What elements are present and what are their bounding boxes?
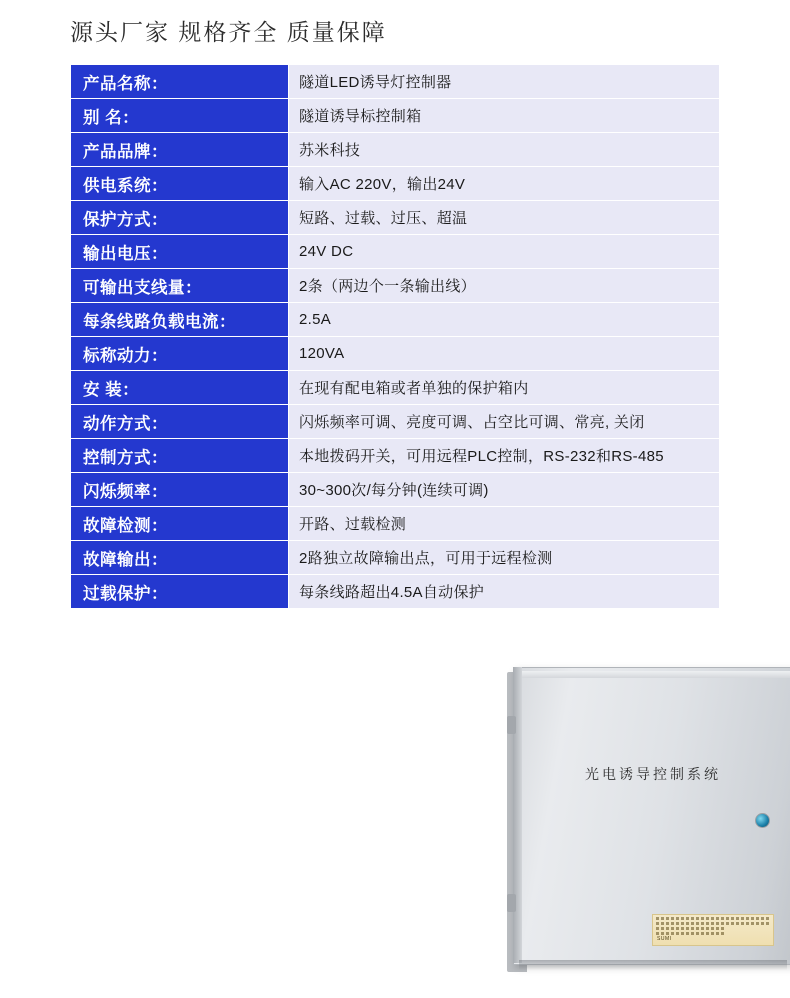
spec-value: 隧道诱导标控制箱 [289, 99, 720, 133]
hinge-icon [507, 894, 516, 912]
table-row [71, 541, 720, 575]
spec-label: 动作方式： [71, 405, 289, 439]
spec-label: 每条线路负载电流： [71, 303, 289, 337]
spec-value: 输入AC 220V，输出24V [289, 167, 720, 201]
spec-label: 供电系统： [71, 167, 289, 201]
spec-value: 苏米科技 [289, 133, 720, 167]
spec-label: 输出电压： [71, 235, 289, 269]
sticker-text-line [656, 927, 724, 930]
spec-value: 在现有配电箱或者单独的保护箱内 [289, 371, 720, 405]
spec-value: 短路、过载、过压、超温 [289, 201, 720, 235]
spec-value: 2.5A [289, 303, 720, 337]
sticker-text-line [656, 917, 770, 920]
table-row [71, 65, 720, 99]
spec-label: 安 装： [71, 371, 289, 405]
spec-value: 2条（两边个一条输出线） [289, 269, 720, 303]
table-row [71, 303, 720, 337]
table-row [71, 507, 720, 541]
spec-value: 120VA [289, 337, 720, 371]
sticker-text-line [656, 932, 724, 935]
spec-label: 可输出支线量： [71, 269, 289, 303]
product-photo [505, 664, 790, 998]
sticker-brand-label: SUMI [657, 936, 672, 942]
spec-label: 过载保护： [71, 575, 289, 609]
table-row [71, 371, 720, 405]
spec-value: 2路独立故障输出点，可用于远程检测 [289, 541, 720, 575]
specification-table [70, 64, 720, 609]
table-row [71, 167, 720, 201]
table-row [71, 235, 720, 269]
enclosure-front-door [513, 667, 790, 965]
page-title: 源头厂家 规格齐全 质量保障 [70, 19, 387, 45]
spec-value: 每条线路超出4.5A自动保护 [289, 575, 720, 609]
table-row [71, 405, 720, 439]
spec-label: 产品名称： [71, 65, 289, 99]
table-row [71, 269, 720, 303]
enclosure-shadow [519, 960, 787, 970]
table-row [71, 337, 720, 371]
spec-value: 24V DC [289, 235, 720, 269]
spec-label: 控制方式： [71, 439, 289, 473]
spec-value: 闪烁频率可调、亮度可调、占空比可调、常亮, 关闭 [289, 405, 720, 439]
enclosure-top-edge [522, 671, 790, 678]
spec-label: 别 名： [71, 99, 289, 133]
spec-value: 开路、过载检测 [289, 507, 720, 541]
spec-table-body [71, 65, 720, 609]
table-row [71, 439, 720, 473]
table-row [71, 473, 720, 507]
spec-label: 产品品牌： [71, 133, 289, 167]
spec-value: 30~300次/每分钟(连续可调) [289, 473, 720, 507]
spec-value: 隧道LED诱导灯控制器 [289, 65, 720, 99]
enclosure-left-edge [513, 667, 522, 963]
hinge-icon [507, 716, 516, 734]
spec-label: 闪烁频率： [71, 473, 289, 507]
spec-label: 故障检测： [71, 507, 289, 541]
spec-value: 本地拨码开关，可用远程PLC控制，RS-232和RS-485 [289, 439, 720, 473]
table-row [71, 575, 720, 609]
table-row [71, 133, 720, 167]
table-row [71, 99, 720, 133]
enclosure-title-text: 光电诱导控制系统 [585, 767, 721, 783]
spec-label: 故障输出： [71, 541, 289, 575]
sticker-text-line [656, 922, 770, 925]
spec-label: 保护方式： [71, 201, 289, 235]
lock-icon [755, 813, 770, 828]
table-row [71, 201, 720, 235]
spec-sticker [652, 914, 774, 946]
spec-label: 标称动力： [71, 337, 289, 371]
